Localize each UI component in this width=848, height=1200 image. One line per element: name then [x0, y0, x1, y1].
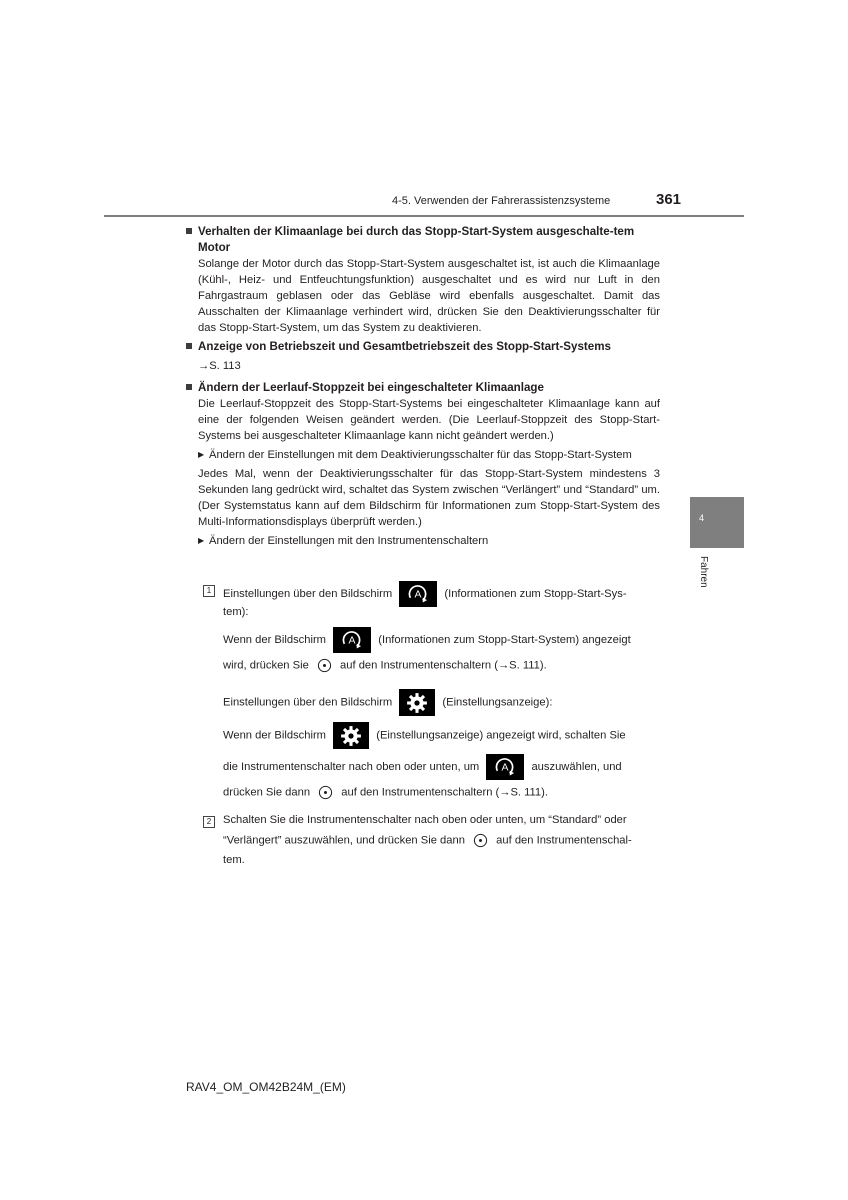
- header-section-title: 4-5. Verwenden der Fahrerassistenzsysteme: [392, 195, 611, 207]
- section-heading: Anzeige von Betriebszeit und Gesamtbetriebszeit des Stopp-Start-Systems: [186, 339, 660, 355]
- triangle-bullet-icon: ▶: [198, 536, 205, 545]
- settings-screen-gear-icon: [399, 689, 435, 716]
- stop-start-info-screen-icon: [486, 754, 524, 780]
- section-body: Solange der Motor durch das Stopp-Start-System ausgeschaltet ist, ist auch die Klimaanlage (Kühl-, Heiz- und Entfeuchtungsfunktion) ausgeschaltet und es wird nur Luft in den Fahrgastraum geblasen oder das Gebläse wird ebenfalls ausgeschaltet. Damit das Ausschalten der Klimaanlage verhindert wird, drücken Sie den Deaktivierungsschalter für das Stopp-Start-System, um das System zu deaktivieren.: [198, 258, 660, 334]
- ok-button-icon: [318, 785, 333, 800]
- step-line: Einstellungen über den Bildschirm (Einstellungsanzeige):: [223, 689, 552, 716]
- step-number-box: 2: [203, 816, 215, 828]
- step-line: Schalten Sie die Instrumentenschalter nach oben oder unten, um “Standard” oder: [223, 814, 627, 826]
- chapter-tab-number: 4: [699, 513, 705, 523]
- option-body: Jedes Mal, wenn der Deaktivierungsschalter für das Stopp-Start-System mindestens 3 Sekunden lang gedrückt wird, schaltet das System zwischen “Verlängert” und “Standard” um. (Der Systemstatus kann auf dem Bildschirm für Informationen zum Stopp-Start-System des Multi-Informationsdisplays überprüft werden.): [198, 468, 660, 528]
- step-number-box: 1: [203, 585, 215, 597]
- ok-button-icon: [317, 658, 332, 673]
- page-reference-link[interactable]: →S. 113: [198, 360, 241, 372]
- main-content: [186, 224, 660, 549]
- section-heading: Verhalten der Klimaanlage bei durch das Stopp-Start-System ausgeschalte-tem Motor: [186, 224, 660, 256]
- step-line: wird, drücken Sie auf den Instrumentenschaltern (→S. 111).: [223, 659, 547, 672]
- option-item: ▶ Ändern der Einstellungen mit dem Deaktivierungsschalter für das Stopp-Start-System: [198, 449, 632, 461]
- step-line: drücken Sie dann auf den Instrumentenschaltern (→S. 111).: [223, 786, 548, 799]
- step-line: die Instrumentenschalter nach oben oder unten, um auszuwählen, und: [223, 754, 622, 780]
- square-bullet-icon: [186, 339, 198, 355]
- step-line: Wenn der Bildschirm (Informationen zum Stopp-Start-System) angezeigt: [223, 627, 631, 653]
- document-code: RAV4_OM_OM42B24M_(EM): [186, 1080, 346, 1094]
- step-line: tem):: [223, 606, 249, 618]
- section-heading: Ändern der Leerlauf-Stoppzeit bei eingeschalteter Klimaanlage: [186, 380, 660, 396]
- stop-start-info-screen-icon: [333, 627, 371, 653]
- option-item: ▶ Ändern der Einstellungen mit den Instrumentenschaltern: [198, 535, 489, 547]
- square-bullet-icon: [186, 380, 198, 396]
- triangle-bullet-icon: ▶: [198, 450, 205, 459]
- step-line: tem.: [223, 854, 245, 866]
- page-number: 361: [656, 191, 682, 208]
- square-bullet-icon: [186, 224, 198, 256]
- stop-start-info-screen-icon: [399, 581, 437, 607]
- step-line: Einstellungen über den Bildschirm (Informationen zum Stopp-Start-Sys-: [223, 581, 627, 607]
- chapter-tab-label: Fahren: [698, 556, 709, 588]
- settings-screen-gear-icon: [333, 722, 369, 749]
- header-rule: [104, 215, 744, 217]
- ok-button-icon: [473, 833, 488, 848]
- section-body: Die Leerlauf-Stoppzeit des Stopp-Start-Systems bei eingeschalteter Klimaanlage kann auf eine der folgenden Weisen geändert werden. (Die Leerlauf-Stoppzeit des Stopp-Start-Systems bei ausgeschalteter Klimaanlage kann nicht geändert werden.): [198, 398, 660, 442]
- step-line: “Verlängert” auszuwählen, und drücken Sie dann auf den Instrumentenschal-: [223, 834, 632, 847]
- step-line: Wenn der Bildschirm (Einstellungsanzeige) angezeigt wird, schalten Sie: [223, 722, 626, 749]
